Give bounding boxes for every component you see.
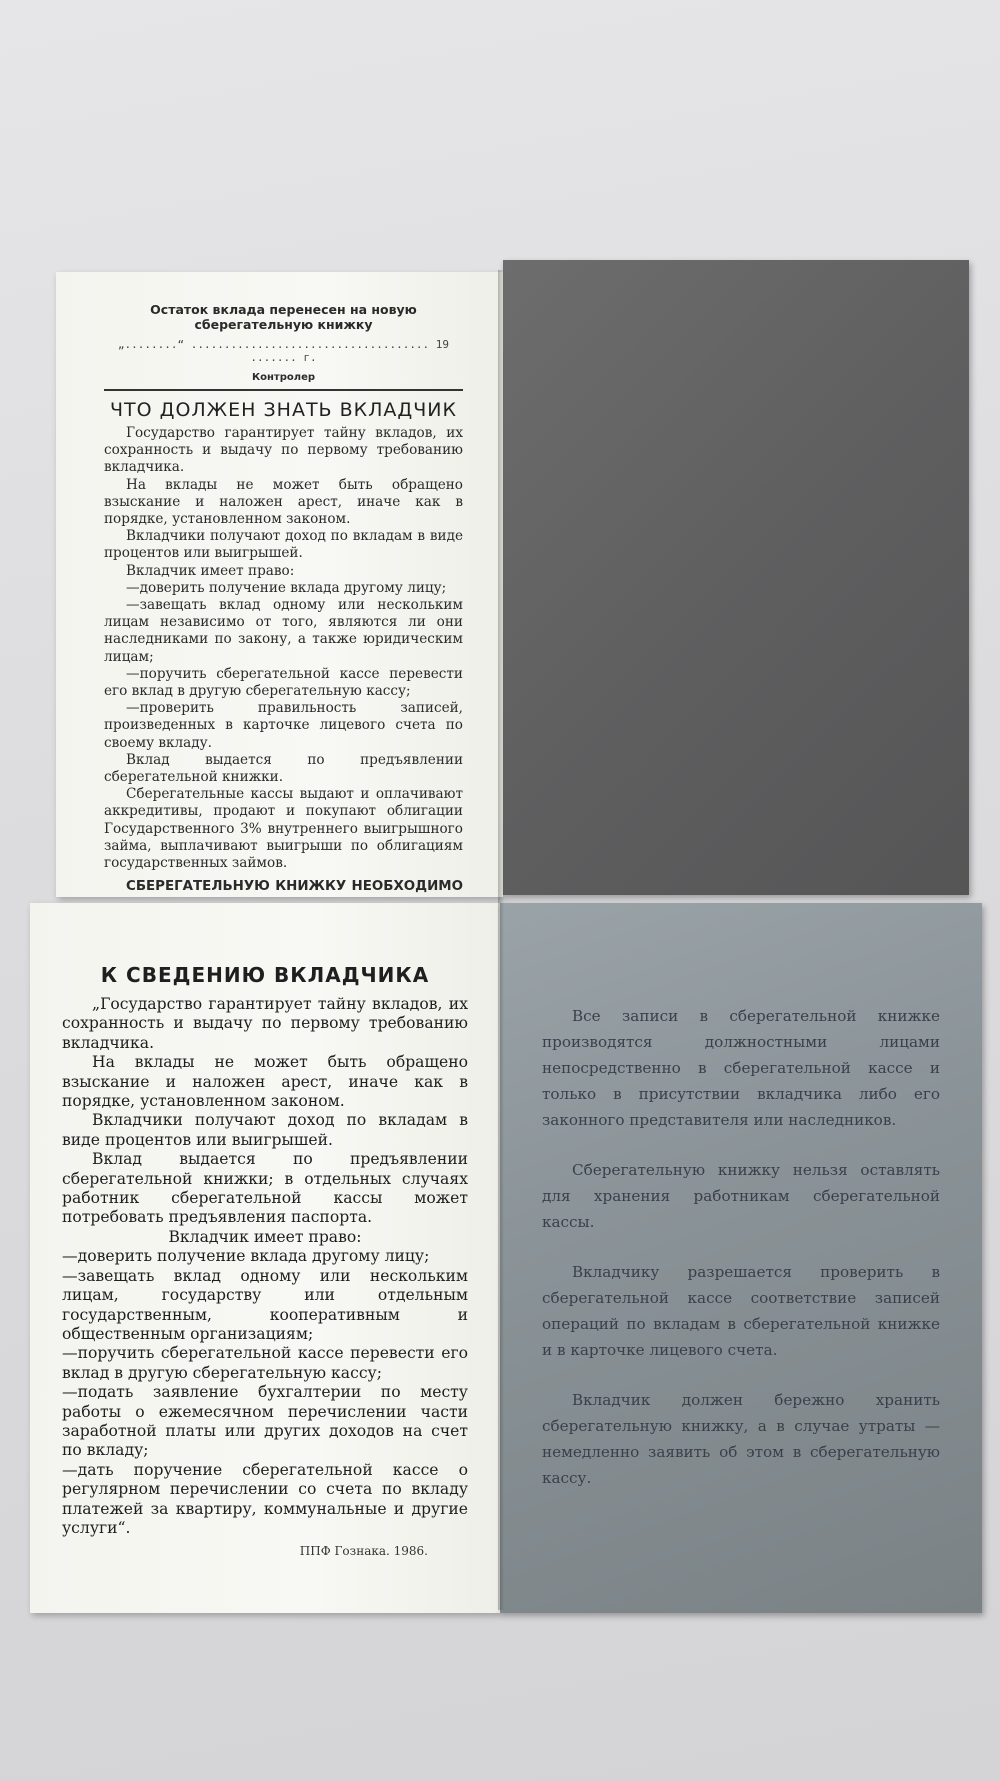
paragraph: —завещать вклад одному или нескольким лицам, государству или отдельным государственным, кооперативным и общественным организациям; [62, 1266, 468, 1343]
notes-text [542, 1003, 940, 1491]
paragraph: —поручить сберегательной кассе перевести его вклад в другую сберегательную кассу; [104, 665, 463, 700]
transfer-note: Остаток вклада перенесен на новую сберегательную книжку [150, 302, 417, 332]
paragraph: Сберегательную книжку нельзя оставлять для хранения работникам сберегательной кассы. [542, 1161, 940, 1231]
paragraph: Вкладчики получают доход по вкладам в виде процентов или выигрышей. [62, 1111, 468, 1149]
paragraph: Вклад выдается по предъявлении сберегательной книжки; в отдельных случаях работник сберегательной кассы может потребовать предъявления паспорта. [62, 1150, 468, 1227]
book2-left-page [30, 903, 500, 1613]
paragraph: —завещать вклад одному или нескольким лицам независимо от того, являются ли они наследниками по закону, а также юридическим лицам; [104, 597, 463, 665]
book1-left-page [56, 272, 503, 897]
paragraph: Вкладчик имеет право: [126, 562, 295, 579]
paragraph: На вклады не может быть обращено взыскание и наложен арест, иначе как в порядке, установленном законом. [62, 1053, 468, 1111]
rules-text [62, 995, 468, 1538]
book-spine-shadow [498, 270, 504, 1610]
paragraph: Все записи в сберегательной книжке производятся должностными лицами непосредственно в сберегательной кассе и только в присутствии вкладчика либо его законного представителя или наследников. [542, 1007, 940, 1129]
book2-right-page [500, 903, 982, 1613]
paragraph: —подать заявление бухгалтерии по месту работы о ежемесячном перечислении части заработной платы или других доходов на счет по вкладу; [62, 1383, 468, 1460]
paragraph: Вкладчик должен бережно хранить сберегательную книжку, а в случае утраты — немедленно заявить об этом в сберегательную кассу. [542, 1391, 940, 1487]
book1-cover-page [503, 260, 969, 895]
paragraph: Вкладчик имеет право: [168, 1227, 362, 1246]
date-line: „........“ .................................... 19 ....... г. [117, 338, 450, 364]
paragraph: Вкладчики получают доход по вкладам в виде процентов или выигрышей. [104, 528, 463, 562]
controller-label: Контролер [251, 372, 316, 383]
imprint: ППФ Гознака. 1986. [299, 1544, 428, 1559]
paragraph: —дать поручение сберегательной кассе о регулярном перечислении со счета по вкладу платежей за квартиру, коммунальные и другие услуги“. [62, 1460, 468, 1537]
page-title: ЧТО ДОЛЖЕН ЗНАТЬ ВКЛАДЧИК [109, 399, 458, 421]
paragraph: Сберегательные кассы выдают и оплачивают аккредитивы, продают и покупают облигации Государственного 3% внутреннего выигрышного займа, выплачивают выигрыши по облигациям государственных займов. [104, 786, 463, 872]
page-title: К СВЕДЕНИЮ ВКЛАДЧИКА [100, 963, 430, 987]
paragraph: „Государство гарантирует тайну вкладов, их сохранность и выдачу по первому требованию вкладчика. [62, 995, 468, 1052]
paragraph: —доверить получение вклада другому лицу; [62, 1247, 430, 1266]
paragraph: —поручить сберегательной кассе перевести его вклад в другую сберегательную кассу; [62, 1344, 468, 1382]
paragraph: Вкладчику разрешается проверить в сберегательной кассе соответствие записей операций по вкладам в сберегательной книжке и в карточке лицевого счета. [542, 1263, 940, 1359]
paragraph: Государство гарантирует тайну вкладов, их сохранность и выдачу по первому требованию вкладчика. [104, 425, 463, 476]
divider [104, 389, 463, 391]
paragraph: Вклад выдается по предъявлении сберегательной книжки. [104, 751, 463, 786]
paragraph: —проверить правильность записей, произведенных в карточке лицевого счета по своему вкладу. [104, 700, 463, 751]
paragraph: —доверить получение вклада другому лицу; [126, 579, 447, 596]
rules-text [104, 425, 463, 872]
paragraph: На вклады не может быть обращено взыскание и наложен арест, иначе как в порядке, установленном законом. [104, 476, 463, 528]
warning-text: СБЕРЕГАТЕЛЬНУЮ КНИЖКУ НЕОБХОДИМО [126, 879, 463, 895]
